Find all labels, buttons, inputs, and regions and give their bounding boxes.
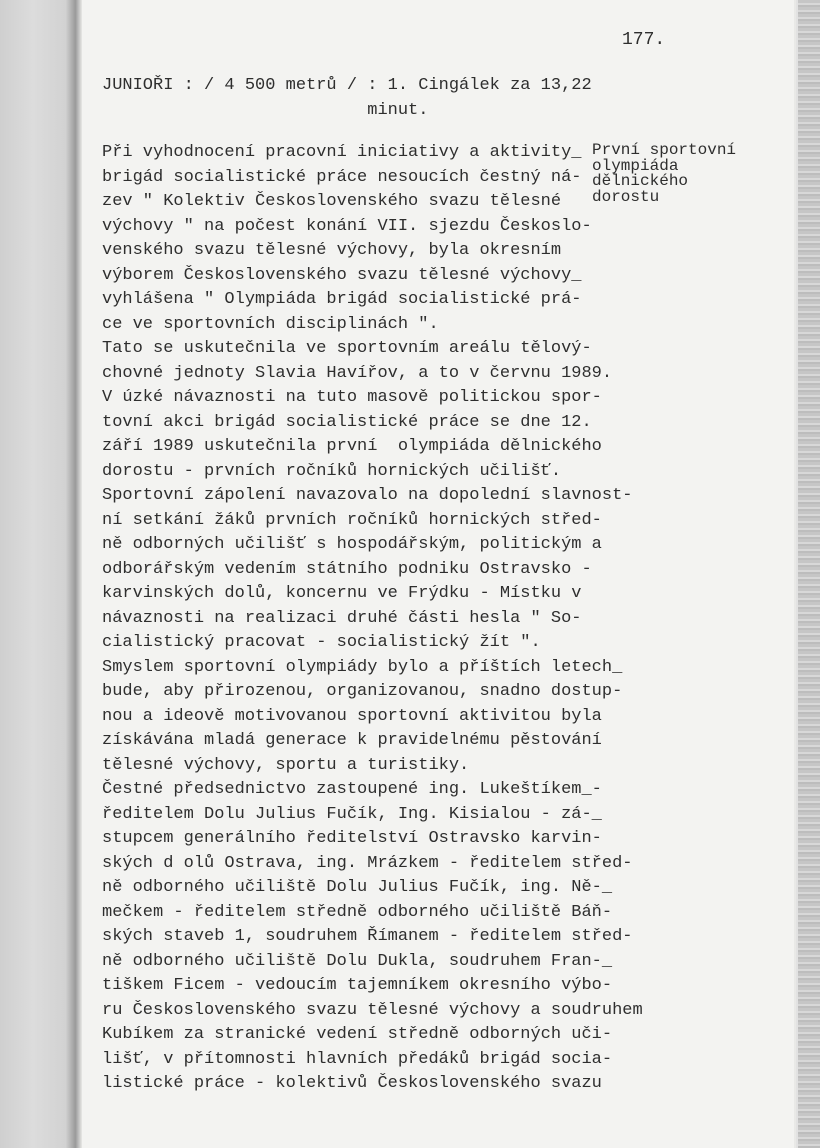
text-line: září 1989 uskutečnila první olympiáda dělnického <box>102 437 602 456</box>
text-line: Tato se uskutečnila ve sportovním areálu tělový- <box>102 339 592 358</box>
text-line: ru Československého svazu tělesné výchovy a soudruhem <box>102 1000 643 1020</box>
text-line: odborářským vedením státního podniku Ostravsko - <box>102 559 592 579</box>
text-line: dorostu - prvních ročníků hornických učilišť. <box>102 461 562 481</box>
text-line: vyhlášena " Olympiáda brigád socialistické prá- <box>102 290 582 309</box>
text-line: tělesné výchovy, sportu a turistiky. <box>102 755 470 775</box>
text-line: získávána mladá generace k pravidelnému pěstování <box>102 731 602 750</box>
book-binding-shadow <box>0 0 82 1148</box>
page-number: 177. <box>622 30 666 50</box>
text-line: venského svazu tělesné výchovy, byla okresním <box>102 241 562 260</box>
text-line: Sportovní zápolení navazovalo na dopolední slavnost- <box>102 486 633 505</box>
margin-note-line: dělnického <box>592 172 689 190</box>
scan-edge <box>796 0 820 1148</box>
heading-line: minut. <box>102 100 429 120</box>
text-line: ně odborného učiliště Dolu Julius Fučík, ing. Ně-_ <box>102 878 613 897</box>
text-line: Kubíkem za stranické vedení středně odborných uči- <box>102 1025 613 1044</box>
text-line: tiškem Ficem - vedoucím tajemníkem okresního výbo- <box>102 976 613 995</box>
text-line: stupcem generálního ředitelství Ostravsko karvin- <box>102 829 602 848</box>
margin-note-line: dorostu <box>592 187 660 206</box>
heading-line: JUNIOŘI : / 4 500 metrů / : 1. Cingálek za 13,22 <box>102 76 592 95</box>
text-line: mečkem - ředitelem středně odborného učiliště Báň- <box>102 902 613 922</box>
text-line: ských d olů Ostrava, ing. Mrázkem - ředitelem střed- <box>102 853 633 873</box>
text-line: ských staveb 1, soudruhem Římanem - ředitelem střed- <box>102 927 633 946</box>
text-line: V úzké návaznosti na tuto masově politickou spor- <box>102 388 602 407</box>
text-line: bude, aby přirozenou, organizovanou, snadno dostup- <box>102 682 623 701</box>
text-line: nou a ideově motivovanou sportovní aktivitou byla <box>102 706 602 726</box>
text-line: brigád socialistické práce nesoucích čestný ná- <box>102 167 582 187</box>
text-line: výchovy " na počest konání VII. sjezdu Českoslo- <box>102 216 592 236</box>
text-line: Smyslem sportovní olympiády bylo a příštích letech_ <box>102 657 623 677</box>
text-line: tovní akci brigád socialistické práce se dne 12. <box>102 412 592 432</box>
margin-note-line: olympiáda <box>592 156 679 175</box>
text-line: lišť, v přítomnosti hlavních předáků brigád socia- <box>102 1049 613 1069</box>
text-line: Při vyhodnocení pracovní iniciativy a aktivity_ <box>102 143 582 162</box>
text-line: ně odborného učiliště Dolu Dukla, soudruhem Fran-_ <box>102 951 613 971</box>
text-line: návaznosti na realizaci druhé části hesla " So- <box>102 608 582 628</box>
margin-note-line: První sportovní <box>592 141 737 159</box>
text-line: cialistický pracovat - socialistický žít ". <box>102 633 541 652</box>
text-line: Čestné předsednictvo zastoupené ing. Lukeštíkem_- <box>102 780 602 799</box>
text-line: ní setkání žáků prvních ročníků hornických střed- <box>102 510 602 530</box>
text-line: listické práce - kolektivů Československého svazu <box>102 1074 602 1093</box>
text-line: ce ve sportovních disciplinách ". <box>102 314 439 334</box>
body-text <box>102 141 643 1097</box>
results-heading <box>102 74 592 123</box>
text-line: karvinských dolů, koncernu ve Frýdku - Místku v <box>102 584 582 603</box>
text-line: chovné jednoty Slavia Havířov, a to v červnu 1989. <box>102 363 613 383</box>
text-line: výborem Československého svazu tělesné výchovy_ <box>102 265 582 285</box>
text-line: zev " Kolektiv Československého svazu tělesné <box>102 192 562 211</box>
text-line: ně odborných učilišť s hospodářským, politickým a <box>102 535 602 554</box>
text-line: ředitelem Dolu Julius Fučík, Ing. Kisialou - zá-_ <box>102 804 602 824</box>
